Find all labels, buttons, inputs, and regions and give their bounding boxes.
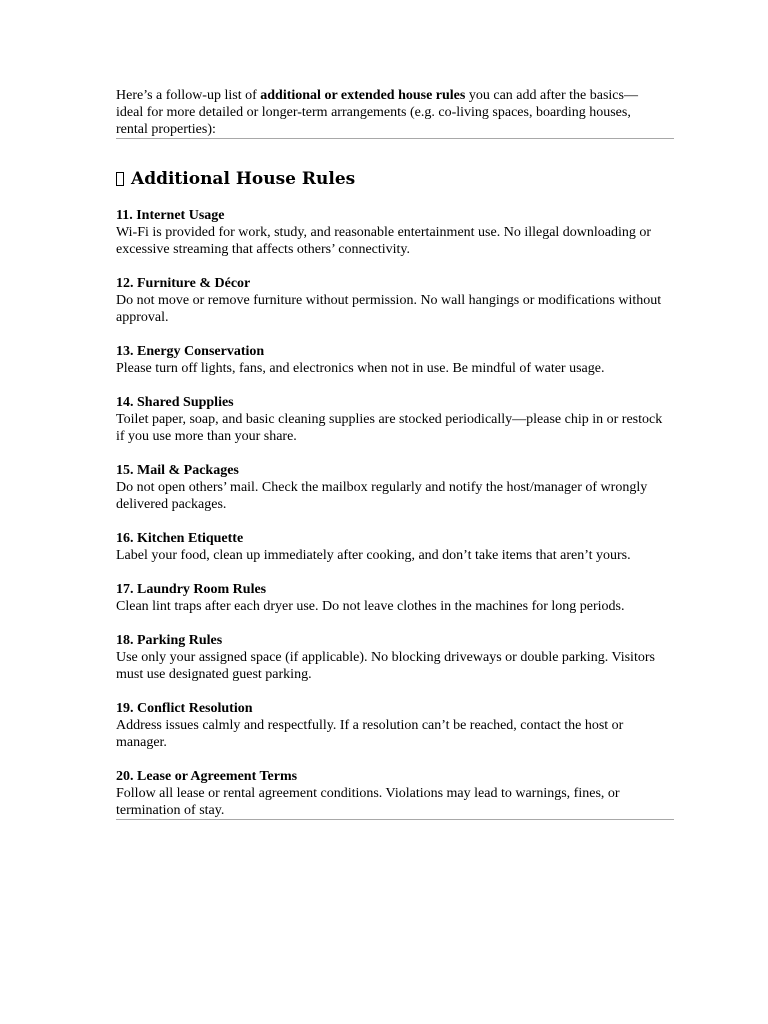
rule-body: Clean lint traps after each dryer use. Do not leave clothes in the machines for long periods. — [116, 599, 625, 614]
missing-glyph-icon — [116, 172, 124, 186]
rule-body: Wi-Fi is provided for work, study, and reasonable entertainment use. No illegal downloading or excessive streaming that affects others’ connectivity. — [116, 225, 652, 257]
rule-title: 18. Parking Rules — [116, 633, 223, 648]
intro-bold: additional or extended house rules — [260, 88, 466, 103]
rule-title: 11. Internet Usage — [116, 208, 225, 223]
rule-item — [116, 343, 674, 377]
section-title: Additional House Rules — [131, 169, 356, 189]
rule-title: 16. Kitchen Etiquette — [116, 531, 244, 546]
rule-title: 19. Conflict Resolution — [116, 701, 253, 716]
rules-list — [116, 207, 674, 819]
rule-body: Do not open others’ mail. Check the mailbox regularly and notify the host/manager of wrongly delivered packages. — [116, 480, 648, 512]
document-page — [116, 87, 674, 820]
rule-title: 15. Mail & Packages — [116, 463, 239, 478]
rule-title: 17. Laundry Room Rules — [116, 582, 267, 597]
rule-body: Address issues calmly and respectfully. If a resolution can’t be reached, contact the host or manager. — [116, 718, 624, 750]
rule-item — [116, 462, 674, 513]
rule-body: Toilet paper, soap, and basic cleaning supplies are stocked periodically—please chip in or restock if you use more than your share. — [116, 412, 663, 444]
section-heading — [116, 168, 674, 190]
divider-bottom — [116, 819, 674, 820]
rule-item — [116, 207, 674, 258]
rule-item — [116, 632, 674, 683]
intro-paragraph — [116, 87, 646, 138]
rule-title: 13. Energy Conservation — [116, 344, 265, 359]
intro-prefix: Here’s a follow-up list of — [116, 88, 261, 103]
rule-item — [116, 581, 674, 615]
rule-item — [116, 768, 674, 819]
rule-item — [116, 530, 674, 564]
rule-item — [116, 700, 674, 751]
rule-title: 14. Shared Supplies — [116, 395, 234, 410]
rule-body: Label your food, clean up immediately after cooking, and don’t take items that aren’t yours. — [116, 548, 631, 563]
rule-item — [116, 394, 674, 445]
divider-top — [116, 138, 674, 139]
rule-body: Do not move or remove furniture without permission. No wall hangings or modifications without approval. — [116, 293, 662, 325]
rule-title: 12. Furniture & Décor — [116, 276, 251, 291]
intro-suffix: you can add after the basics—ideal for more detailed or longer-term arrangements (e.g. co-living spaces, boarding houses, rental properties): — [116, 88, 638, 137]
rule-body: Please turn off lights, fans, and electronics when not in use. Be mindful of water usage. — [116, 361, 605, 376]
rule-title: 20. Lease or Agreement Terms — [116, 769, 298, 784]
rule-item — [116, 275, 674, 326]
rule-body: Use only your assigned space (if applicable). No blocking driveways or double parking. Visitors must use designated guest parking. — [116, 650, 655, 682]
rule-body: Follow all lease or rental agreement conditions. Violations may lead to warnings, fines, or termination of stay. — [116, 786, 620, 818]
